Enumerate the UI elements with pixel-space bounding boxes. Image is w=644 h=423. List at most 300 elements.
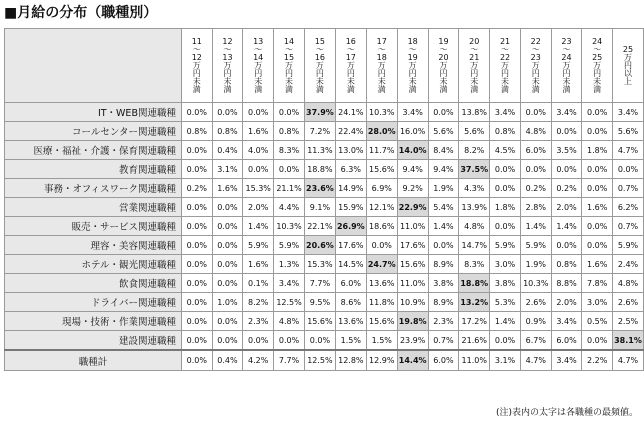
row-label: ドライバー関連職種	[5, 293, 182, 312]
row-label: 理容・美容関連職種	[5, 236, 182, 255]
value-cell: 5.6%	[459, 122, 490, 141]
value-cell: 4.5%	[490, 141, 521, 160]
mode-value-cell: 19.8%	[397, 312, 428, 331]
value-cell: 1.4%	[520, 217, 551, 236]
value-cell: 4.8%	[274, 312, 305, 331]
value-cell: 3.4%	[551, 350, 582, 371]
column-header-char: 円	[562, 68, 571, 78]
column-header-char: 満	[377, 84, 386, 94]
column-header-char: 20	[438, 52, 449, 62]
value-cell: 0.0%	[274, 103, 305, 122]
value-cell: 6.0%	[520, 141, 551, 160]
column-header	[613, 29, 644, 103]
column-header	[274, 29, 305, 103]
value-cell: 8.6%	[335, 293, 366, 312]
column-header-char: 未	[223, 76, 232, 86]
value-cell: 4.7%	[613, 350, 644, 371]
mode-value-cell: 28.0%	[366, 122, 397, 141]
value-cell: 4.3%	[459, 179, 490, 198]
column-header	[397, 29, 428, 103]
column-header-label	[459, 38, 489, 94]
value-cell: 7.8%	[582, 274, 613, 293]
value-cell: 4.8%	[520, 122, 551, 141]
total-row	[5, 350, 644, 371]
value-cell: 3.8%	[490, 274, 521, 293]
table-row	[5, 141, 644, 160]
value-cell: 2.0%	[551, 198, 582, 217]
value-cell: 12.1%	[366, 198, 397, 217]
column-header-char: 〜	[315, 44, 324, 54]
value-cell: 0.0%	[212, 312, 243, 331]
table-row	[5, 179, 644, 198]
value-cell: 0.5%	[582, 312, 613, 331]
value-cell: 0.0%	[490, 179, 521, 198]
value-cell: 7.7%	[304, 274, 335, 293]
column-header-char: 〜	[531, 44, 540, 54]
value-cell: 13.6%	[366, 274, 397, 293]
value-cell: 6.3%	[335, 160, 366, 179]
row-label: IT・WEB関連職種	[5, 103, 182, 122]
value-cell: 0.7%	[613, 179, 644, 198]
column-header-char: 〜	[346, 44, 355, 54]
value-cell: 0.0%	[304, 331, 335, 351]
value-cell: 9.5%	[304, 293, 335, 312]
value-cell: 0.8%	[490, 122, 521, 141]
value-cell: 5.9%	[520, 236, 551, 255]
value-cell: 3.4%	[274, 274, 305, 293]
row-label: コールセンター関連職種	[5, 122, 182, 141]
column-header	[551, 29, 582, 103]
value-cell: 0.0%	[181, 236, 212, 255]
column-header-char: 満	[470, 84, 479, 94]
column-header-char: 満	[408, 84, 417, 94]
value-cell: 15.6%	[304, 312, 335, 331]
column-header-char: 万	[223, 60, 232, 70]
value-cell: 17.6%	[397, 236, 428, 255]
table-row	[5, 198, 644, 217]
column-header-char: 17	[376, 36, 387, 46]
mode-value-cell: 38.1%	[613, 331, 644, 351]
value-cell: 0.2%	[181, 179, 212, 198]
mode-value-cell: 13.2%	[459, 293, 490, 312]
column-header	[582, 29, 613, 103]
value-cell: 0.0%	[613, 160, 644, 179]
value-cell: 0.0%	[243, 103, 274, 122]
column-header	[243, 29, 274, 103]
value-cell: 1.0%	[212, 293, 243, 312]
column-header-char: 14	[253, 52, 264, 62]
value-cell: 11.0%	[397, 274, 428, 293]
column-header-char: 12	[222, 36, 233, 46]
value-cell: 3.8%	[428, 274, 459, 293]
table-row	[5, 122, 644, 141]
value-cell: 9.4%	[397, 160, 428, 179]
column-header-char: 23	[561, 36, 572, 46]
header-row	[5, 29, 644, 103]
footnote: (注)表内の太字は各職種の最頻値。	[495, 408, 638, 418]
value-cell: 5.9%	[243, 236, 274, 255]
column-header-char: 〜	[470, 44, 479, 54]
column-header	[459, 29, 490, 103]
column-header-char: 円	[192, 68, 201, 78]
salary-distribution-table-wrapper	[4, 28, 644, 371]
table-row	[5, 312, 644, 331]
row-label: 飲食関連職種	[5, 274, 182, 293]
value-cell: 15.6%	[366, 312, 397, 331]
value-cell: 11.3%	[304, 141, 335, 160]
value-cell: 0.0%	[243, 160, 274, 179]
column-header-char: 13	[222, 52, 233, 62]
value-cell: 1.5%	[335, 331, 366, 351]
column-header-char: 万	[285, 60, 294, 70]
column-header-char: 円	[346, 68, 355, 78]
value-cell: 6.0%	[551, 331, 582, 351]
column-header-label	[336, 38, 366, 94]
column-header-char: 満	[223, 84, 232, 94]
value-cell: 1.3%	[274, 255, 305, 274]
value-cell: 0.0%	[181, 350, 212, 371]
column-header-char: 未	[470, 76, 479, 86]
column-header-char: 円	[501, 68, 510, 78]
value-cell: 0.0%	[181, 198, 212, 217]
column-header	[520, 29, 551, 103]
value-cell: 17.2%	[459, 312, 490, 331]
value-cell: 15.9%	[335, 198, 366, 217]
column-header-char: 〜	[439, 44, 448, 54]
table-row	[5, 236, 644, 255]
value-cell: 14.7%	[459, 236, 490, 255]
column-header-char: 未	[531, 76, 540, 86]
column-header-char: 万	[439, 60, 448, 70]
table-row	[5, 255, 644, 274]
value-cell: 9.4%	[428, 160, 459, 179]
column-header-char: 万	[254, 60, 263, 70]
column-header-label	[429, 38, 459, 94]
value-cell: 0.0%	[520, 103, 551, 122]
mode-value-cell: 24.7%	[366, 255, 397, 274]
column-header-char: 万	[531, 60, 540, 70]
value-cell: 2.5%	[613, 312, 644, 331]
column-header-char: 21	[469, 52, 480, 62]
column-header-char: 万	[408, 60, 417, 70]
value-cell: 10.3%	[274, 217, 305, 236]
value-cell: 6.7%	[520, 331, 551, 351]
column-header-char: 満	[562, 84, 571, 94]
column-header-char: 万	[593, 60, 602, 70]
value-cell: 0.0%	[582, 160, 613, 179]
value-cell: 12.8%	[335, 350, 366, 371]
value-cell: 11.0%	[459, 350, 490, 371]
mode-value-cell: 37.9%	[304, 103, 335, 122]
value-cell: 0.0%	[181, 217, 212, 236]
value-cell: 1.6%	[243, 255, 274, 274]
column-header-label	[582, 38, 612, 94]
value-cell: 0.0%	[551, 160, 582, 179]
column-header-char: 〜	[408, 44, 417, 54]
column-header-label	[213, 38, 243, 94]
column-header-char: 満	[254, 84, 263, 94]
value-cell: 21.6%	[459, 331, 490, 351]
value-cell: 11.7%	[366, 141, 397, 160]
value-cell: 4.7%	[520, 350, 551, 371]
row-label: 建設関連職種	[5, 331, 182, 351]
column-header-label	[182, 38, 212, 94]
column-header-char: 万	[470, 60, 479, 70]
value-cell: 1.4%	[551, 217, 582, 236]
value-cell: 1.9%	[428, 179, 459, 198]
value-cell: 14.5%	[335, 255, 366, 274]
column-header	[366, 29, 397, 103]
column-header-label	[367, 38, 397, 94]
value-cell: 0.0%	[582, 103, 613, 122]
value-cell: 8.3%	[274, 141, 305, 160]
value-cell: 3.1%	[212, 160, 243, 179]
column-header-char: 以	[624, 68, 632, 78]
column-header-char: 21	[499, 36, 511, 46]
value-cell: 0.0%	[274, 331, 305, 351]
column-header-char: 16	[314, 52, 325, 62]
value-cell: 0.0%	[274, 160, 305, 179]
column-header-char: 満	[593, 84, 602, 94]
value-cell: 0.0%	[181, 255, 212, 274]
value-cell: 2.2%	[582, 350, 613, 371]
value-cell: 0.0%	[490, 331, 521, 351]
value-cell: 3.1%	[490, 350, 521, 371]
value-cell: 0.0%	[212, 217, 243, 236]
value-cell: 8.8%	[551, 274, 582, 293]
value-cell: 3.5%	[551, 141, 582, 160]
value-cell: 8.2%	[243, 293, 274, 312]
value-cell: 1.5%	[366, 331, 397, 351]
value-cell: 2.0%	[243, 198, 274, 217]
column-header-char: 〜	[254, 44, 263, 54]
value-cell: 9.1%	[304, 198, 335, 217]
value-cell: 1.8%	[582, 141, 613, 160]
column-header-char: 17	[345, 52, 356, 62]
value-cell: 0.8%	[212, 122, 243, 141]
value-cell: 15.6%	[397, 255, 428, 274]
value-cell: 2.3%	[243, 312, 274, 331]
value-cell: 1.6%	[212, 179, 243, 198]
value-cell: 1.6%	[582, 198, 613, 217]
value-cell: 0.0%	[181, 141, 212, 160]
column-header	[212, 29, 243, 103]
value-cell: 0.4%	[212, 350, 243, 371]
value-cell: 0.1%	[243, 274, 274, 293]
column-header-char: 23	[530, 52, 541, 62]
column-header-char: 22	[499, 52, 511, 62]
column-header-char: 満	[192, 84, 201, 94]
value-cell: 12.9%	[366, 350, 397, 371]
column-header-char: 満	[315, 84, 324, 94]
value-cell: 0.8%	[181, 122, 212, 141]
value-cell: 0.2%	[520, 179, 551, 198]
column-header-char: 未	[562, 76, 571, 86]
table-row	[5, 331, 644, 351]
value-cell: 0.0%	[212, 103, 243, 122]
value-cell: 3.4%	[551, 103, 582, 122]
column-header-char: 万	[562, 60, 571, 70]
value-cell: 12.5%	[274, 293, 305, 312]
value-cell: 0.0%	[366, 236, 397, 255]
value-cell: 2.3%	[428, 312, 459, 331]
column-header-label	[521, 38, 551, 94]
column-header	[304, 29, 335, 103]
value-cell: 16.0%	[397, 122, 428, 141]
column-header	[428, 29, 459, 103]
value-cell: 5.6%	[428, 122, 459, 141]
row-label: 事務・オフィスワーク関連職種	[5, 179, 182, 198]
value-cell: 0.0%	[428, 103, 459, 122]
column-header-char: 満	[531, 84, 540, 94]
value-cell: 3.0%	[490, 255, 521, 274]
row-label: 教育関連職種	[5, 160, 182, 179]
column-header-char: 〜	[223, 44, 232, 54]
column-header	[335, 29, 366, 103]
column-header-label	[305, 38, 335, 94]
value-cell: 0.7%	[428, 331, 459, 351]
mode-value-cell: 22.9%	[397, 198, 428, 217]
value-cell: 22.4%	[335, 122, 366, 141]
value-cell: 3.4%	[397, 103, 428, 122]
table-row	[5, 293, 644, 312]
column-header-char: 満	[439, 84, 448, 94]
value-cell: 1.4%	[243, 217, 274, 236]
column-header-char: 11	[191, 36, 202, 46]
column-header-char: 満	[285, 84, 294, 94]
value-cell: 15.6%	[366, 160, 397, 179]
value-cell: 10.9%	[397, 293, 428, 312]
row-label: 現場・技術・作業関連職種	[5, 312, 182, 331]
column-header-char: 18	[376, 52, 387, 62]
mode-value-cell: 20.6%	[304, 236, 335, 255]
column-header-char: 円	[531, 68, 540, 78]
column-header-char: 満	[346, 84, 355, 94]
value-cell: 3.4%	[551, 312, 582, 331]
column-header-char: 15	[283, 52, 295, 62]
value-cell: 21.1%	[274, 179, 305, 198]
table-row	[5, 160, 644, 179]
value-cell: 0.0%	[181, 331, 212, 351]
column-header-char: 万	[624, 52, 632, 62]
column-header-char: 19	[438, 36, 449, 46]
column-header-char: 24	[561, 52, 572, 62]
value-cell: 13.6%	[335, 312, 366, 331]
column-header-char: 〜	[285, 44, 294, 54]
column-header-char: 未	[439, 76, 448, 86]
column-header-char: 円	[223, 68, 232, 78]
column-header-char: 円	[315, 68, 324, 78]
column-header-char: 円	[285, 68, 294, 78]
page-title: ■月給の分布（職種別）	[4, 5, 158, 21]
value-cell: 0.0%	[243, 331, 274, 351]
column-header-char: 万	[377, 60, 386, 70]
value-cell: 4.7%	[613, 141, 644, 160]
column-header-label	[552, 38, 582, 94]
value-cell: 11.8%	[366, 293, 397, 312]
row-label: 販売・サービス関連職種	[5, 217, 182, 236]
value-cell: 4.8%	[459, 217, 490, 236]
salary-distribution-table	[4, 28, 644, 371]
value-cell: 8.9%	[428, 255, 459, 274]
value-cell: 0.0%	[582, 217, 613, 236]
value-cell: 0.0%	[181, 274, 212, 293]
column-header-char: 円	[470, 68, 479, 78]
value-cell: 0.0%	[181, 293, 212, 312]
value-cell: 0.0%	[551, 122, 582, 141]
value-cell: 3.4%	[613, 103, 644, 122]
column-header-char: 〜	[192, 44, 201, 54]
value-cell: 23.9%	[397, 331, 428, 351]
value-cell: 7.7%	[274, 350, 305, 371]
column-header-char: 〜	[501, 44, 510, 54]
value-cell: 1.6%	[243, 122, 274, 141]
row-label: 医療・福祉・介護・保育関連職種	[5, 141, 182, 160]
value-cell: 4.8%	[613, 274, 644, 293]
value-cell: 5.9%	[274, 236, 305, 255]
value-cell: 10.3%	[520, 274, 551, 293]
value-cell: 1.6%	[582, 255, 613, 274]
mode-value-cell: 23.6%	[304, 179, 335, 198]
value-cell: 8.9%	[428, 293, 459, 312]
column-header	[181, 29, 212, 103]
value-cell: 14.9%	[335, 179, 366, 198]
column-header-char: 円	[593, 68, 602, 78]
column-header-char: 25	[592, 52, 603, 62]
value-cell: 2.8%	[520, 198, 551, 217]
column-header-char: 15	[314, 36, 325, 46]
column-header-char: 万	[192, 60, 201, 70]
value-cell: 2.0%	[551, 293, 582, 312]
column-header-char: 19	[407, 52, 418, 62]
column-header-char: 円	[377, 68, 386, 78]
value-cell: 5.4%	[428, 198, 459, 217]
column-header-char: 万	[346, 60, 355, 70]
value-cell: 0.0%	[181, 312, 212, 331]
value-cell: 0.0%	[212, 255, 243, 274]
value-cell: 0.0%	[181, 160, 212, 179]
value-cell: 13.8%	[459, 103, 490, 122]
value-cell: 4.0%	[243, 141, 274, 160]
value-cell: 6.0%	[335, 274, 366, 293]
table-row	[5, 103, 644, 122]
value-cell: 0.0%	[212, 331, 243, 351]
value-cell: 0.0%	[181, 103, 212, 122]
table-body	[5, 103, 644, 371]
value-cell: 1.4%	[490, 312, 521, 331]
value-cell: 0.0%	[582, 331, 613, 351]
value-cell: 1.4%	[428, 217, 459, 236]
table-row	[5, 217, 644, 236]
column-header-char: 円	[439, 68, 448, 78]
value-cell: 8.3%	[459, 255, 490, 274]
column-header-label	[398, 38, 428, 94]
value-cell: 5.3%	[490, 293, 521, 312]
column-header-char: 〜	[562, 44, 571, 54]
column-header-char: 未	[346, 76, 355, 86]
column-header-char: 14	[283, 36, 295, 46]
column-header-char: 16	[345, 36, 356, 46]
value-cell: 18.6%	[366, 217, 397, 236]
mode-value-cell: 37.5%	[459, 160, 490, 179]
column-header-char: 円	[408, 68, 417, 78]
value-cell: 0.8%	[551, 255, 582, 274]
value-cell: 12.5%	[304, 350, 335, 371]
column-header-char: 円	[624, 60, 632, 70]
column-header-char: 24	[592, 36, 603, 46]
value-cell: 0.0%	[582, 122, 613, 141]
value-cell: 1.9%	[520, 255, 551, 274]
